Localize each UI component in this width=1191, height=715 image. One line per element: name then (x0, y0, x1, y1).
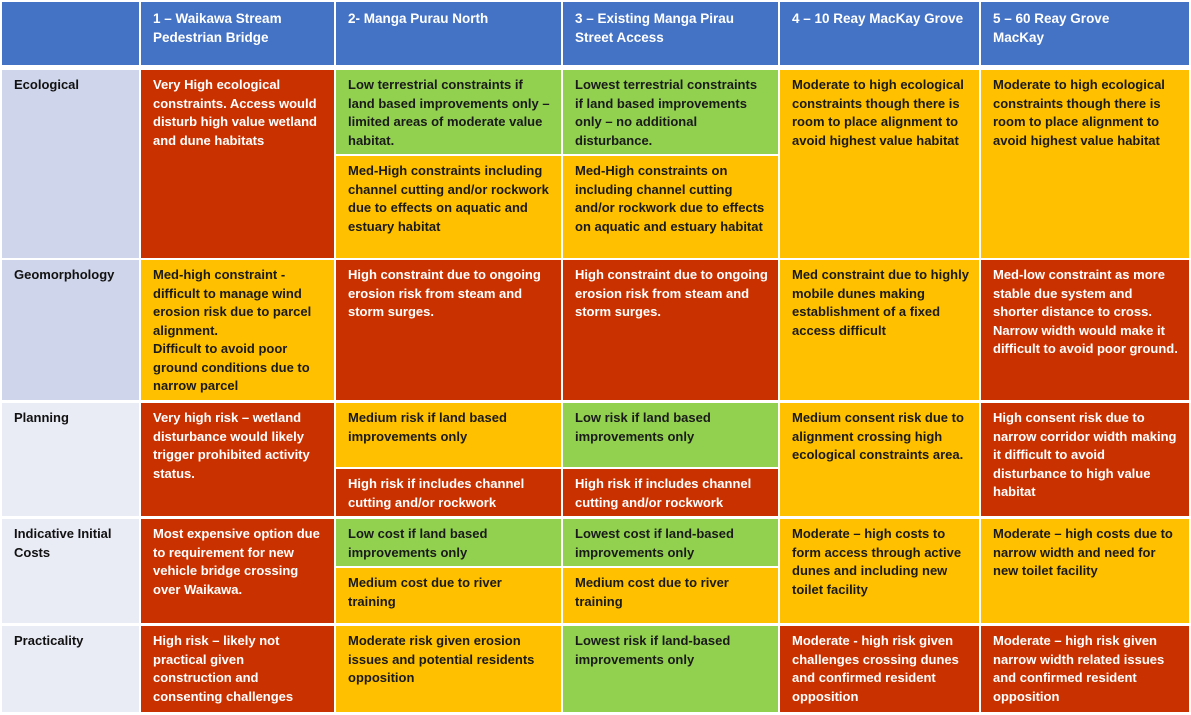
costs-option-2-river: Medium cost due to river training (336, 568, 561, 623)
row-header-ecological: Ecological (2, 70, 139, 258)
practicality-option-2: Moderate risk given erosion issues and potential residents opposition (336, 626, 561, 712)
costs-option-4: Moderate – high costs to form access through active dunes and including new toilet facility (780, 519, 979, 623)
ecological-option-3-channel: Med-High constraints on including channel cutting and/or rockwork due to effects on aquatic and estuary habitat (563, 156, 778, 258)
geomorphology-option-4: Med constraint due to highly mobile dunes making establishment of a fixed access difficult (780, 260, 979, 400)
row-header-planning: Planning (2, 403, 139, 516)
header-option-4: 4 – 10 Reay MacKay Grove (780, 2, 979, 65)
practicality-option-1: High risk – likely not practical given construction and consenting challenges (141, 626, 334, 712)
ecological-option-3-land: Lowest terrestrial constraints if land based improvements only – no additional disturbance. (563, 70, 778, 154)
ecological-option-4: Moderate to high ecological constraints though there is room to place alignment to avoid highest value habitat (780, 70, 979, 258)
ecological-option-1: Very High ecological constraints. Access would disturb high value wetland and dune habitats (141, 70, 334, 258)
practicality-option-3: Lowest risk if land-based improvements only (563, 626, 778, 712)
planning-option-3-channel: High risk if includes channel cutting and/or rockwork (563, 469, 778, 516)
practicality-option-4: Moderate - high risk given challenges crossing dunes and confirmed resident opposition (780, 626, 979, 712)
planning-option-1: Very high risk – wetland disturbance would likely trigger prohibited activity status. (141, 403, 334, 516)
planning-option-3-land: Low risk if land based improvements only (563, 403, 778, 467)
geomorphology-option-5: Med-low constraint as more stable due system and shorter distance to cross. Narrow width would make it difficult to avoid poor ground. (981, 260, 1189, 400)
planning-option-5: High consent risk due to narrow corridor width making it difficult to avoid disturbance to high value habitat (981, 403, 1189, 516)
costs-option-2-land: Low cost if land based improvements only (336, 519, 561, 566)
costs-option-5: Moderate – high costs due to narrow width and need for new toilet facility (981, 519, 1189, 623)
geomorphology-option-3: High constraint due to ongoing erosion risk from steam and storm surges. (563, 260, 778, 400)
header-option-1: 1 – Waikawa Stream Pedestrian Bridge (141, 2, 334, 65)
planning-option-2-land: Medium risk if land based improvements only (336, 403, 561, 467)
planning-option-2-channel: High risk if includes channel cutting and/or rockwork (336, 469, 561, 516)
header-option-2: 2- Manga Purau North (336, 2, 561, 65)
planning-option-4: Medium consent risk due to alignment crossing high ecological constraints area. (780, 403, 979, 516)
row-header-costs: Indicative Initial Costs (2, 519, 139, 623)
row-header-geomorphology: Geomorphology (2, 260, 139, 400)
costs-option-3-land: Lowest cost if land-based improvements only (563, 519, 778, 566)
header-option-3: 3 – Existing Manga Pirau Street Access (563, 2, 778, 65)
geomorphology-option-1: Med-high constraint - difficult to manage wind erosion risk due to parcel alignment. Difficult to avoid poor ground conditions due to narrow parcel (141, 260, 334, 400)
costs-option-1: Most expensive option due to requirement for new vehicle bridge crossing over Waikawa. (141, 519, 334, 623)
ecological-option-5: Moderate to high ecological constraints though there is room to place alignment to avoid highest value habitat (981, 70, 1189, 258)
header-option-5: 5 – 60 Reay Grove MacKay (981, 2, 1189, 65)
geomorphology-option-2: High constraint due to ongoing erosion risk from steam and storm surges. (336, 260, 561, 400)
ecological-option-2-channel: Med-High constraints including channel cutting and/or rockwork due to effects on aquatic and estuary habitat (336, 156, 561, 258)
header-corner (2, 2, 139, 65)
costs-option-3-river: Medium cost due to river training (563, 568, 778, 623)
row-header-practicality: Practicality (2, 626, 139, 712)
practicality-option-5: Moderate – high risk given narrow width related issues and confirmed resident opposition (981, 626, 1189, 712)
ecological-option-2-land: Low terrestrial constraints if land based improvements only – limited areas of moderate value habitat. (336, 70, 561, 154)
